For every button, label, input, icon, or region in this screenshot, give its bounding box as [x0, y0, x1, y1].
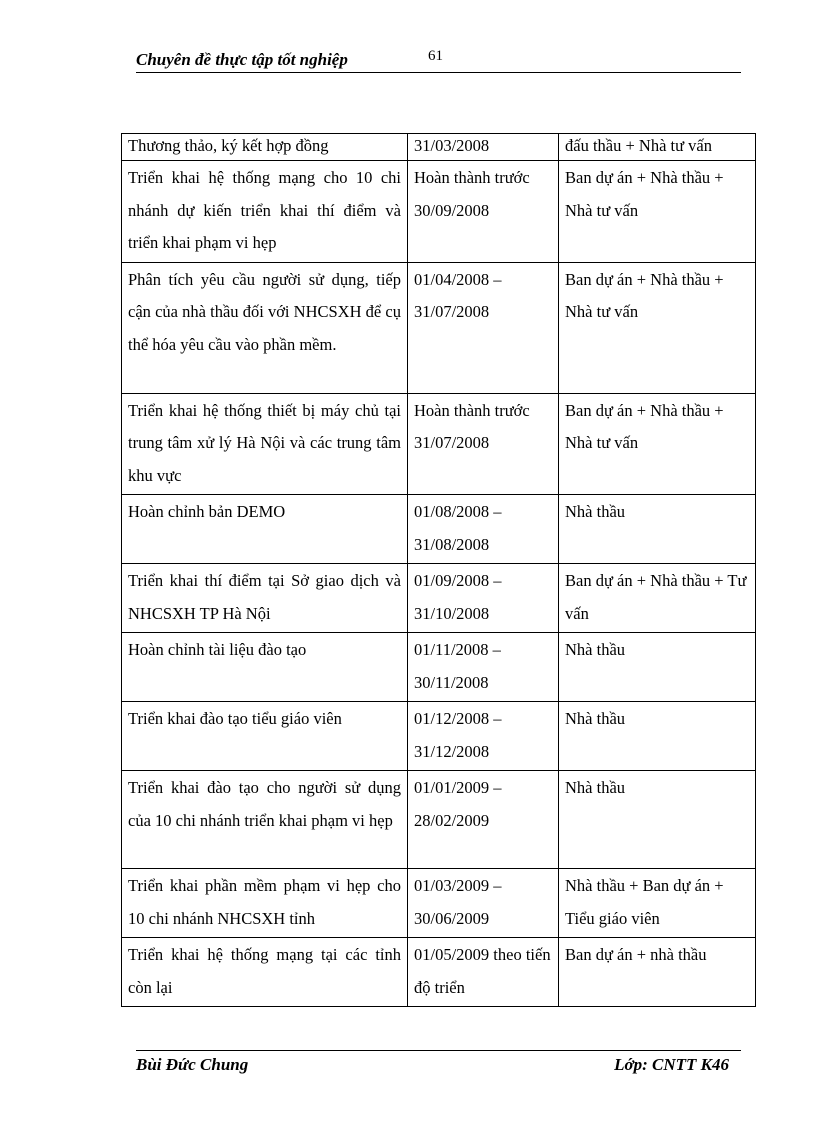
time-cell: 01/05/2009 theo tiến độ triển — [408, 938, 559, 1007]
table-row — [122, 393, 756, 495]
task-cell: Thương thảo, ký kết hợp đồng — [122, 134, 408, 161]
task-cell: Triển khai thí điểm tại Sở giao dịch và NHCSXH TP Hà Nội — [122, 564, 408, 633]
page-header — [136, 48, 741, 73]
responsible-cell: Ban dự án + Nhà thầu + Nhà tư vấn — [559, 393, 756, 495]
table-row — [122, 869, 756, 938]
document-title: Chuyên đề thực tập tốt nghiệp — [136, 50, 348, 69]
responsible-cell: Nhà thầu — [559, 495, 756, 564]
time-cell: 01/11/2008 – 30/11/2008 — [408, 633, 559, 702]
responsible-cell: Ban dự án + nhà thầu — [559, 938, 756, 1007]
table-row — [122, 134, 756, 161]
responsible-cell: Nhà thầu + Ban dự án + Tiểu giáo viên — [559, 869, 756, 938]
responsible-cell: Nhà thầu — [559, 633, 756, 702]
page-footer — [136, 1050, 741, 1079]
responsible-cell: Ban dự án + Nhà thầu + Nhà tư vấn — [559, 262, 756, 393]
table-row — [122, 495, 756, 564]
time-cell: 01/09/2008 – 31/10/2008 — [408, 564, 559, 633]
task-cell: Phân tích yêu cầu người sử dụng, tiếp cận của nhà thầu đối với NHCSXH để cụ thể hóa yêu cầu vào phần mềm. — [122, 262, 408, 393]
page-number: 61 — [428, 48, 443, 64]
time-cell: 01/04/2008 – 31/07/2008 — [408, 262, 559, 393]
time-cell: 31/03/2008 — [408, 134, 559, 161]
task-cell: Triển khai phần mềm phạm vi hẹp cho 10 chi nhánh NHCSXH tỉnh — [122, 869, 408, 938]
table-row — [122, 564, 756, 633]
responsible-cell: Ban dự án + Nhà thầu + Tư vấn — [559, 564, 756, 633]
table-row — [122, 938, 756, 1007]
task-cell: Triển khai hệ thống thiết bị máy chủ tại trung tâm xử lý Hà Nội và các trung tâm khu vực — [122, 393, 408, 495]
time-cell: Hoàn thành trước 31/07/2008 — [408, 393, 559, 495]
table-row — [122, 702, 756, 771]
time-cell: 01/01/2009 – 28/02/2009 — [408, 771, 559, 869]
responsible-cell: Nhà thầu — [559, 771, 756, 869]
responsible-cell: đấu thầu + Nhà tư vấn — [559, 134, 756, 161]
task-cell: Triển khai hệ thống mạng tại các tỉnh còn lại — [122, 938, 408, 1007]
table-row — [122, 771, 756, 869]
task-cell: Triển khai đào tạo tiểu giáo viên — [122, 702, 408, 771]
task-cell: Triển khai hệ thống mạng cho 10 chi nhánh dự kiến triển khai thí điểm và triển khai phạm vi hẹp — [122, 161, 408, 263]
time-cell: 01/03/2009 –30/06/2009 — [408, 869, 559, 938]
table-row — [122, 633, 756, 702]
responsible-cell: Ban dự án + Nhà thầu + Nhà tư vấn — [559, 161, 756, 263]
class-label: Lớp: CNTT K46 — [614, 1055, 729, 1074]
schedule-table — [121, 133, 756, 1007]
time-cell: 01/08/2008 – 31/08/2008 — [408, 495, 559, 564]
author-name: Bùi Đức Chung — [136, 1055, 249, 1074]
task-cell: Hoàn chỉnh tài liệu đào tạo — [122, 633, 408, 702]
task-cell: Triển khai đào tạo cho người sử dụng của 10 chi nhánh triển khai phạm vi hẹp — [122, 771, 408, 869]
time-cell: Hoàn thành trước 30/09/2008 — [408, 161, 559, 263]
time-cell: 01/12/2008 – 31/12/2008 — [408, 702, 559, 771]
table-row — [122, 161, 756, 263]
table-row — [122, 262, 756, 393]
task-cell: Hoàn chỉnh bản DEMO — [122, 495, 408, 564]
responsible-cell: Nhà thầu — [559, 702, 756, 771]
